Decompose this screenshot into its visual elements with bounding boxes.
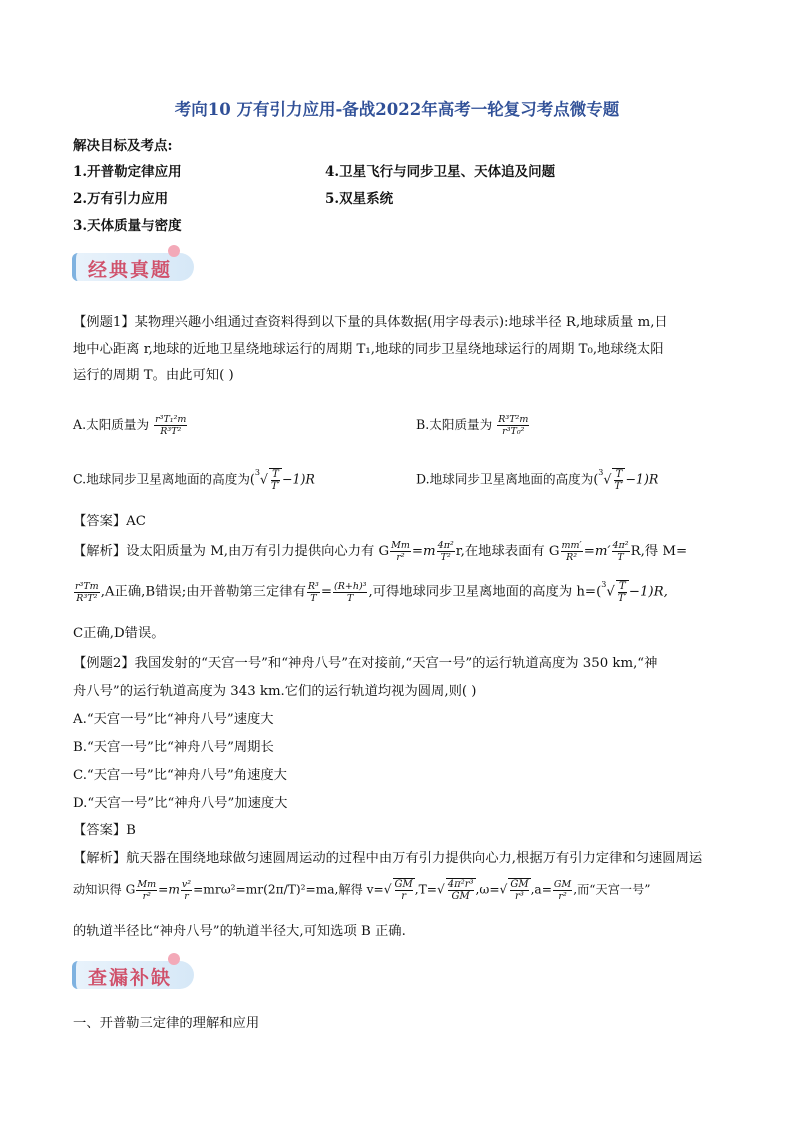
formula-tail: −1)R (281, 471, 315, 487)
denominator: r³T₀² (502, 426, 525, 437)
example2-analysis: 动知识得 G $\frac{Mm}{\text{r²}}$ =m $\frac{\text{v²}}{r}$ =mrω²=mr(2π/T)²=ma,解得 v=√ $\frac{GM}{r},T=√$ $\frac{\text{4π²r³}}{GM},\omega=√$ $\frac{GM}{\text{r³}},a=$ $\frac{GM}{\text{r²}}$ ,而“天宫一号” (73, 878, 651, 902)
sqrt-icon: √ (499, 882, 508, 897)
example2-stem: 舟八号”的运行轨道高度为 343 km.它们的运行轨道均视为圆周,则( ) (73, 684, 477, 699)
option-d: D.地球同步卫星离地面的高度为($^3$√ $\frac{T}{T'}-1)R$ (416, 468, 659, 492)
example1-stem: 【例题1】某物理兴趣小组通过查资料得到以下量的具体数据(用字母表示):地球半径 R,地球质量 m,日 (73, 315, 668, 330)
goal-item: 4.卫星飞行与同步卫星、天体追及问题 (325, 164, 556, 180)
option-label: C.地球同步卫星离地面的高度为( (73, 471, 255, 487)
goal-item: 2.万有引力应用 (73, 191, 169, 207)
goal-item: 3.天体质量与密度 (73, 218, 182, 234)
banner-label: 查漏补缺 (88, 967, 173, 989)
numerator: r³T₁²m (155, 414, 187, 425)
option-label: D.地球同步卫星离地面的高度为( (416, 471, 599, 487)
example1-stem: 运行的周期 T。由此可知( ) (73, 368, 234, 383)
formula-root: $\frac{T}{T'}$ (614, 469, 624, 492)
page-title: 考向10 万有引力应用-备战2022年高考一轮复习考点微专题 (174, 100, 620, 119)
example1-analysis: $\frac{\text{r³Tm}}{\text{R³T²}}$ ,A正确,B错误;由开普勒第三定律有 $\frac{\text{R³}}{T}$ = $\frac{\text{(R+h)³}}{T}$ ,可得地球同步卫星离地面的高度为 h=($^3$√ $\frac{T}{T'}-1)R$, (75, 580, 668, 604)
example1-answer: 【答案】AC (73, 514, 146, 529)
example1-analysis: 【解析】设太阳质量为 M,由万有引力提供向心力有 G $\frac{Mm}{\text{r²}}$ =m $\frac{\text{4π²}}{\text{T²}}$ r,在地球表面有 G $\frac{mm'}{\text{R²}}$ =m′ $\frac{\text{4π²}}{T}$ R,得 M= (73, 540, 688, 563)
example2-answer: 【答案】B (73, 823, 136, 838)
example2-option: B.“天宫一号”比“神舟八号”周期长 (73, 740, 274, 755)
example2-option: D.“天宫一号”比“神舟八号”加速度大 (73, 796, 288, 811)
formula-fraction (497, 414, 529, 437)
sqrt-icon: √ (259, 471, 268, 487)
numerator: R³T²m (498, 414, 529, 425)
sqrt-icon: √ (437, 882, 445, 897)
option-c: C.地球同步卫星离地面的高度为($^3$√ $\frac{T}{T'}-1)R$ (73, 468, 315, 492)
example1-analysis: C正确,D错误。 (73, 626, 165, 641)
banner-label: 经典真题 (88, 259, 173, 281)
denominator: R³T² (160, 426, 182, 437)
sqrt-icon: √ (383, 882, 392, 897)
formula-fraction (154, 414, 187, 437)
section-heading: 一、开普勒三定律的理解和应用 (73, 1016, 260, 1031)
formula-tail: −1)R (625, 471, 659, 487)
option-a (73, 414, 188, 437)
option-b (416, 414, 530, 437)
goal-item: 1.开普勒定律应用 (73, 164, 182, 180)
sqrt-icon: √ (606, 584, 615, 600)
example2-analysis: 【解析】航天器在围绕地球做匀速圆周运动的过程中由万有引力提供向心力,根据万有引力定律和匀速圆周运 (73, 851, 703, 866)
example2-analysis: 的轨道半径比“神舟八号”的轨道半径大,可知选项 B 正确. (73, 924, 406, 939)
example2-option: C.“天宫一号”比“神舟八号”角速度大 (73, 768, 287, 783)
option-label: A.太阳质量为 (73, 417, 150, 432)
goals-heading: 解决目标及考点: (73, 138, 173, 154)
section-banner-review (72, 958, 196, 992)
goal-item: 5.双星系统 (325, 191, 394, 207)
example1-stem: 地中心距离 r,地球的近地卫星绕地球运行的周期 T₁,地球的同步卫星绕地球运行的周期 T₀,地球绕太阳 (73, 342, 664, 357)
sqrt-icon: √ (603, 471, 612, 487)
example2-stem: 【例题2】我国发射的“天宫一号”和“神舟八号”在对接前,“天宫一号”的运行轨道高度为 350 km,“神 (73, 656, 658, 671)
section-banner-classic (72, 250, 196, 284)
option-label: B.太阳质量为 (416, 417, 493, 432)
formula-root: $\frac{T}{T'}$ (270, 469, 280, 492)
example2-option: A.“天宫一号”比“神舟八号”速度大 (73, 712, 274, 727)
